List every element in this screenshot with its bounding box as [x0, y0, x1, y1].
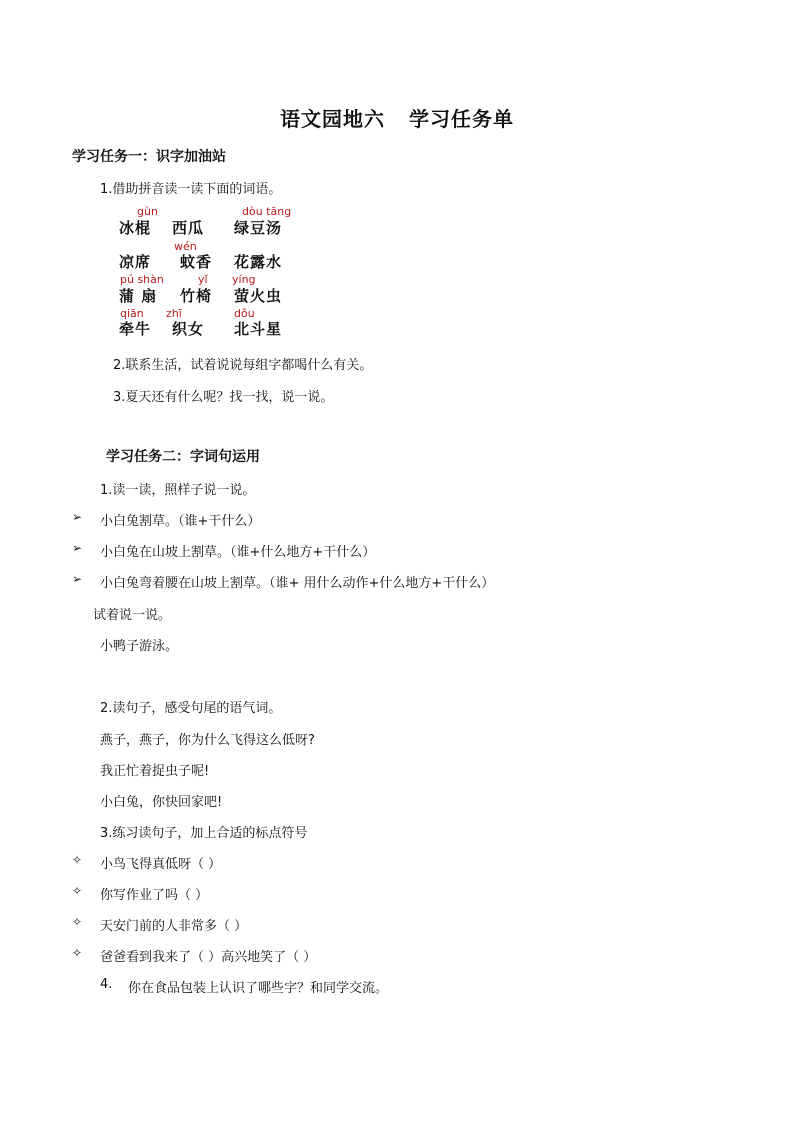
task2-question-4: 你在食品包装上认识了哪些字？和同学交流。	[128, 981, 389, 996]
word-xigua: 西瓜	[172, 219, 205, 237]
task1-question-1: 1.借助拼音读一读下面的词语。	[100, 182, 282, 197]
task1-question-3: 3.夏天还有什么呢？找一找，说一说。	[113, 390, 334, 405]
word-hualushui: 花露水	[234, 253, 283, 271]
try-say-prompt: 试着说一说。	[93, 608, 172, 623]
example-sentence-1: 小白兔割草。（谁+干什么）	[100, 514, 261, 529]
diamond-bullet-icon: ✧	[72, 853, 83, 867]
word-zhinv: 织女	[172, 320, 205, 338]
punct-item-2: 你写作业了吗（ ）	[100, 888, 209, 903]
word-wenxiang: 蚊香	[180, 253, 213, 271]
arrow-bullet-icon: ➢	[72, 541, 83, 555]
diamond-bullet-icon: ✧	[72, 915, 83, 929]
diamond-bullet-icon: ✧	[72, 946, 83, 960]
pinyin-yi: yǐ	[198, 273, 208, 286]
word-beidouxing: 北斗星	[234, 320, 283, 338]
task2-question-2: 2.读句子，感受句尾的语气词。	[100, 701, 282, 716]
tone-sentence-3: 小白兔，你快回家吧!	[100, 795, 223, 810]
word-lvdoutang: 绿豆汤	[234, 219, 283, 237]
pinyin-zhi: zhī	[166, 307, 182, 320]
title-sub: 学习任务单	[409, 107, 514, 131]
punct-item-3: 天安门前的人非常多（ ）	[100, 919, 248, 934]
pinyin-ying: yíng	[232, 273, 256, 286]
pinyin-wen: wén	[174, 240, 197, 253]
punct-item-1: 小鸟飞得真低呀（ ）	[100, 857, 222, 872]
pinyin-qian: qiān	[120, 307, 144, 320]
pinyin-dou-tang: dòu tāng	[242, 205, 292, 218]
task2-question-3: 3.练习读句子，加上合适的标点符号	[100, 826, 308, 841]
word-zhuyi: 竹椅	[180, 287, 213, 305]
pinyin-pu-shan: pú shàn	[120, 273, 164, 286]
arrow-bullet-icon: ➢	[72, 572, 83, 586]
word-pushan: 蒲 扇	[119, 287, 158, 305]
title-main: 语文园地六	[280, 107, 385, 131]
task2-question-4-number: 4.	[100, 977, 113, 992]
pinyin-dou: dǒu	[234, 307, 255, 320]
arrow-bullet-icon: ➢	[72, 510, 83, 524]
tone-sentence-2: 我正忙着捉虫子呢!	[100, 764, 210, 779]
task2-heading: 学习任务二：字词句运用	[106, 449, 260, 465]
example-sentence-2: 小白兔在山坡上割草。（谁+什么地方+干什么）	[100, 545, 376, 560]
diamond-bullet-icon: ✧	[72, 884, 83, 898]
tone-sentence-1: 燕子，燕子，你为什么飞得这么低呀?	[100, 733, 315, 748]
punct-item-4: 爸爸看到我来了（ ）高兴地笑了（ ）	[100, 950, 317, 965]
word-qianniu: 牵牛	[119, 320, 152, 338]
duck-sentence: 小鸭子游泳。	[100, 639, 179, 654]
page-title	[0, 103, 794, 132]
word-binggun: 冰棍	[119, 219, 152, 237]
word-yinghuochong: 萤火虫	[234, 287, 283, 305]
task1-heading: 学习任务一：识字加油站	[72, 149, 226, 165]
example-sentence-3: 小白兔弯着腰在山坡上割草。（谁+ 用什么动作+什么地方+干什么）	[100, 576, 495, 591]
word-liangxi: 凉席	[119, 253, 152, 271]
pinyin-gun: gùn	[137, 205, 158, 218]
task2-question-1: 1.读一读，照样子说一说。	[100, 483, 256, 498]
task1-question-2: 2.联系生活，试着说说每组字都喝什么有关。	[113, 358, 373, 373]
